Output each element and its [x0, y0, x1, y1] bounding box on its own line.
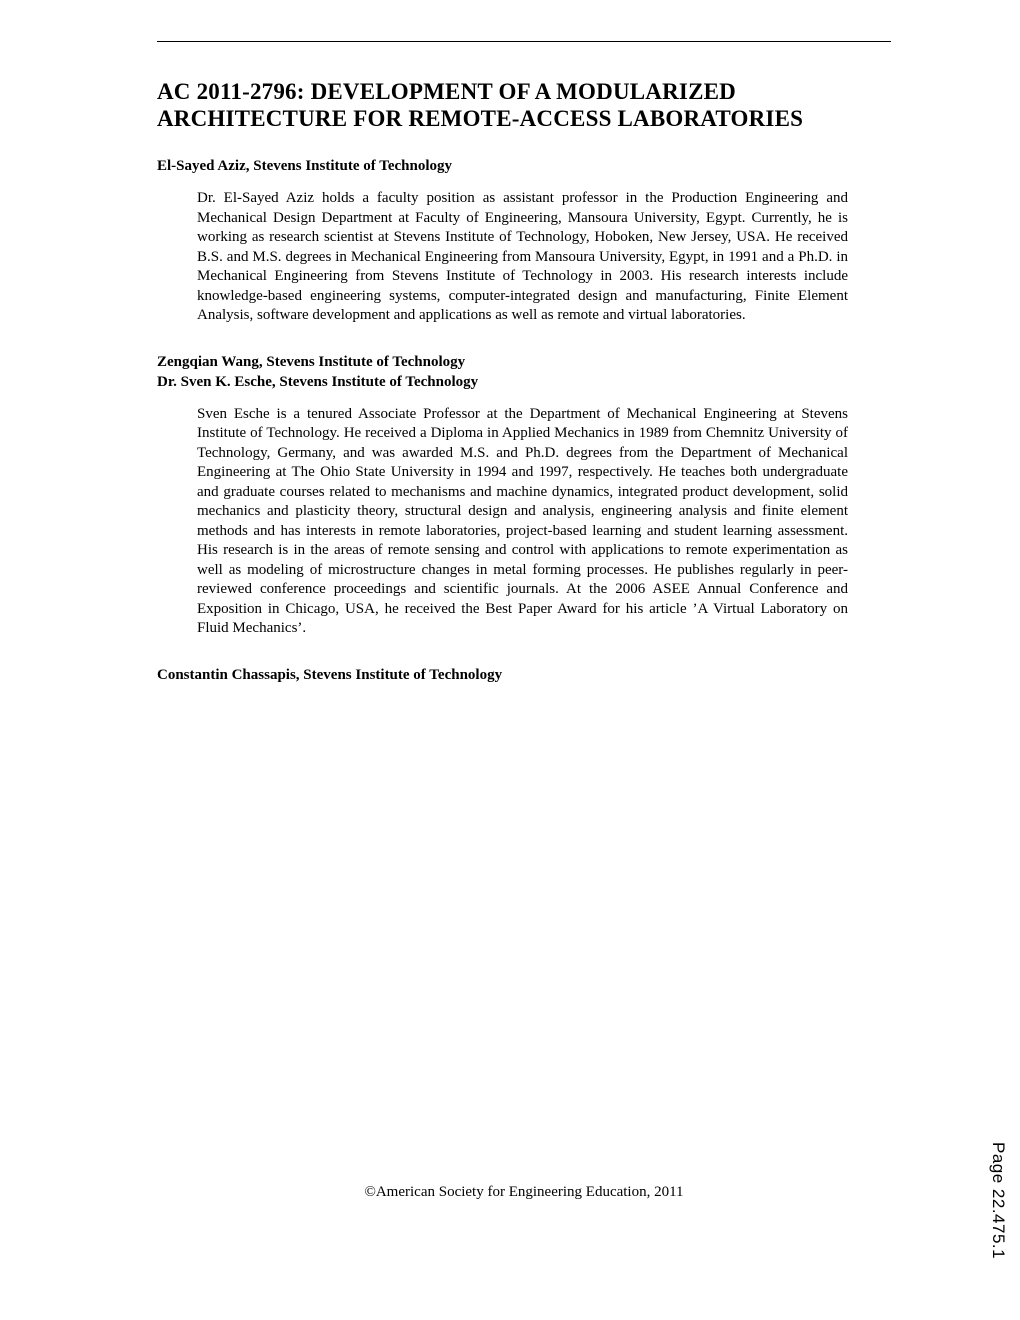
author-heading-sven-esche: Dr. Sven K. Esche, Stevens Institute of Technology [157, 373, 479, 390]
paper-title: AC 2011-2796: DEVELOPMENT OF A MODULARIZED ARCHITECTURE FOR REMOTE-ACCESS LABORATORIES [157, 79, 804, 131]
page-number-sidebar: Page 22.475.1 [989, 1142, 1008, 1260]
copyright-footer: ©American Society for Engineering Education, 2011 [364, 1184, 684, 1200]
author-bio-sven-esche: Sven Esche is a tenured Associate Professor at the Department of Mechanical Engineering at Stevens Institute of Technology. He received a Diploma in Applied Mechanics in 1989 from Chemnitz University of Technology, Germany, and was awarded M.S. and Ph.D. degrees from the Department of Mechanical Engineering at The Ohio State University in 1994 and 1997, respectively. He teaches both undergraduate and graduate courses related to mechanisms and machine dynamics, integrated product development, solid mechanics and plasticity theory, structural design and analysis, engineering analysis and finite element methods and has interests in remote laboratories, project-based learning and student learning assessment. His research is in the areas of remote sensing and control with applications to remote experimentation as well as modeling of microstructure changes in metal forming processes. He publishes regularly in peer-reviewed conference proceedings and scientific journals. At the 2006 ASEE Annual Conference and Exposition in Chicago, USA, he received the Best Paper Award for his article ’A Virtual Laboratory on Fluid Mechanics’. [197, 405, 848, 636]
author-bio-el-sayed-aziz: Dr. El-Sayed Aziz holds a faculty position as assistant professor in the Production Engineering and Mechanical Design Department at Faculty of Engineering, Mansoura University, Egypt. Currently, he is working as research scientist at Stevens Institute of Technology, Hoboken, New Jersey, USA. He received B.S. and M.S. degrees in Mechanical Engineering from Mansoura University, Egypt, in 1991 and a Ph.D. in Mechanical Engineering from Stevens Institute of Technology in 2003. His research interests include knowledge-based engineering systems, computer-integrated design and manufacturing, Finite Element Analysis, software development and applications as well as remote and virtual laboratories. [197, 190, 848, 323]
author-group-2 [157, 352, 901, 392]
author-heading-el-sayed-aziz: El-Sayed Aziz, Stevens Institute of Technology [157, 158, 453, 174]
top-rule [157, 41, 891, 42]
author-group-1 [157, 156, 901, 176]
author-heading-zengqian-wang: Zengqian Wang, Stevens Institute of Technology [157, 353, 466, 370]
paper-content [157, 78, 901, 685]
author-heading-constantin-chassapis: Constantin Chassapis, Stevens Institute of Technology [157, 666, 503, 683]
author-group-3 [157, 665, 901, 685]
